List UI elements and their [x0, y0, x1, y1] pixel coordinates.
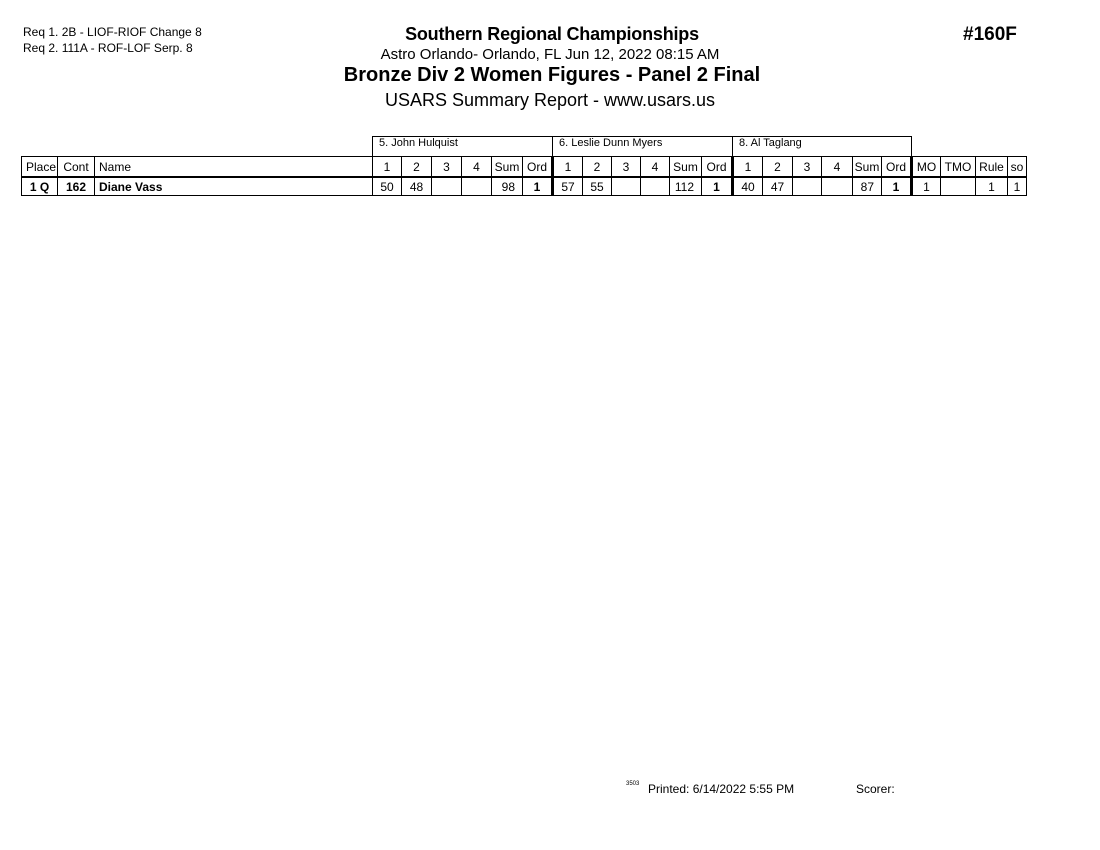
- score-cell: 55: [583, 177, 612, 196]
- mo-cell: 1: [912, 177, 941, 196]
- col-rule: Rule: [976, 157, 1008, 178]
- col-score-2: 2: [763, 157, 793, 178]
- place-cell: 1 Q: [22, 177, 58, 196]
- col-score-1: 1: [373, 157, 402, 178]
- results-table: [21, 136, 1027, 196]
- col-ord: Ord: [702, 157, 733, 178]
- score-cell: 48: [402, 177, 432, 196]
- score-cell: 40: [733, 177, 763, 196]
- score-cell: [822, 177, 853, 196]
- judge-name: 8. Al Taglang: [733, 137, 912, 157]
- event-title: Bronze Div 2 Women Figures - Panel 2 Final: [343, 64, 761, 86]
- score-cell: 47: [763, 177, 793, 196]
- col-score-4: 4: [462, 157, 492, 178]
- col-score-1: 1: [733, 157, 763, 178]
- col-score-3: 3: [612, 157, 641, 178]
- tmo-cell: [941, 177, 976, 196]
- score-cell: [462, 177, 492, 196]
- judge-name: 5. John Hulquist: [373, 137, 553, 157]
- score-cell: [793, 177, 822, 196]
- judge-header-row: [22, 137, 1027, 157]
- col-sum: Sum: [670, 157, 702, 178]
- score-cell: [641, 177, 670, 196]
- col-tmo: TMO: [941, 157, 976, 178]
- col-ord: Ord: [882, 157, 912, 178]
- requirement-2: Req 2. 111A - ROF-LOF Serp. 8: [23, 41, 193, 55]
- so-cell: 1: [1008, 177, 1027, 196]
- competition-location-date: Astro Orlando- Orlando, FL Jun 12, 2022 08:15 AM: [380, 46, 720, 63]
- score-cell: 57: [553, 177, 583, 196]
- report-title: USARS Summary Report - www.usars.us: [384, 90, 716, 110]
- sum-cell: 87: [853, 177, 882, 196]
- score-cell: 50: [373, 177, 402, 196]
- col-score-2: 2: [583, 157, 612, 178]
- col-score-4: 4: [641, 157, 670, 178]
- col-score-3: 3: [793, 157, 822, 178]
- ord-cell: 1: [702, 177, 733, 196]
- rule-cell: 1: [976, 177, 1008, 196]
- sum-cell: 112: [670, 177, 702, 196]
- col-name: Name: [95, 157, 373, 178]
- requirement-1: Req 1. 2B - LIOF-RIOF Change 8: [23, 25, 202, 39]
- ord-cell: 1: [523, 177, 553, 196]
- col-sum: Sum: [853, 157, 882, 178]
- scorer-label: Scorer:: [856, 782, 895, 796]
- col-place: Place: [22, 157, 58, 178]
- col-score-2: 2: [402, 157, 432, 178]
- cont-cell: 162: [58, 177, 95, 196]
- table-row: [22, 177, 1027, 196]
- column-header-row: [22, 157, 1027, 178]
- col-score-1: 1: [553, 157, 583, 178]
- score-cell: [612, 177, 641, 196]
- judge-name: 6. Leslie Dunn Myers: [553, 137, 733, 157]
- software-version: 3503: [626, 781, 640, 787]
- col-sum: Sum: [492, 157, 523, 178]
- col-ord: Ord: [523, 157, 553, 178]
- sum-cell: 98: [492, 177, 523, 196]
- col-mo: MO: [912, 157, 941, 178]
- col-score-4: 4: [822, 157, 853, 178]
- skater-name-cell: Diane Vass: [95, 177, 373, 196]
- printed-timestamp: Printed: 6/14/2022 5:55 PM: [648, 782, 795, 796]
- col-so: so: [1008, 157, 1027, 178]
- competition-title: Southern Regional Championships: [405, 24, 699, 44]
- col-cont: Cont: [58, 157, 95, 178]
- score-cell: [432, 177, 462, 196]
- ord-cell: 1: [882, 177, 912, 196]
- event-number: #160F: [963, 24, 1017, 45]
- col-score-3: 3: [432, 157, 462, 178]
